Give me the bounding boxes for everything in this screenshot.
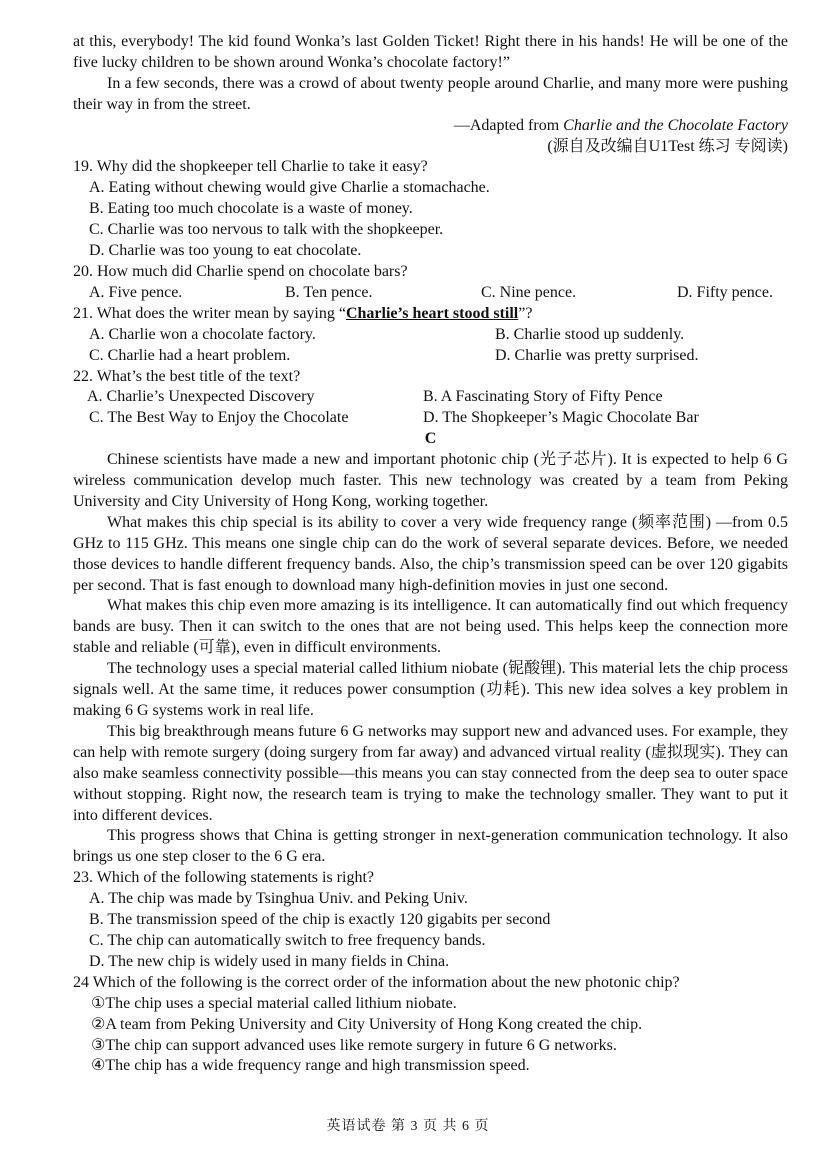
answer-option: D. Fifty pence.: [677, 283, 773, 301]
answer-option: C. Charlie was too nervous to talk with the shopkeeper.: [89, 221, 444, 239]
passage-b-paragraph: at this, everybody! The kid found Wonka’s last Golden Ticket! Right there in his hands! He will be one of the five lucky children to be shown around Wonka’s chocolate factory!”: [73, 33, 788, 71]
answer-option: C. Charlie had a heart problem.: [89, 346, 291, 364]
answer-option: C. The chip can automatically switch to free frequency bands.: [89, 931, 486, 949]
answer-option: B. Ten pence.: [285, 283, 373, 301]
question-stem-text: 21. What does the writer mean by saying “: [73, 304, 346, 322]
answer-option: A. The chip was made by Tsinghua Univ. and Peking Univ.: [89, 890, 468, 908]
passage-b-paragraph: In a few seconds, there was a crowd of about twenty people around Charlie, and many more were pushing their way in from the street.: [73, 74, 788, 113]
answer-option: A. Five pence.: [89, 283, 183, 301]
answer-option: B. Eating too much chocolate is a waste of money.: [89, 200, 413, 218]
section-label: C: [424, 430, 437, 448]
option-row: [73, 408, 788, 429]
answer-option: B. A Fascinating Story of Fifty Pence: [423, 388, 663, 406]
answer-option: B. The transmission speed of the chip is exactly 120 gigabits per second: [89, 911, 551, 929]
info-item: ②A team from Peking University and City University of Hong Kong created the chip.: [91, 1015, 643, 1033]
passage-c-paragraph: Chinese scientists have made a new and important photonic chip (光子芯片). It is expected to help 6 G wireless communication develop much faster. This new technology was created by a team from Peking University and City University of Hong Kong, working together.: [73, 451, 788, 510]
answer-option: B. Charlie stood up suddenly.: [495, 325, 685, 343]
answer-option: D. The Shopkeeper’s Magic Chocolate Bar: [423, 409, 699, 427]
passage-c-paragraph: The technology uses a special material called lithium niobate (铌酸锂). This material lets the chip process signals well. At the same time, it reduces power consumption (功耗). This new idea solves a key problem in making 6 G systems work in real life.: [73, 660, 788, 719]
option-row: [73, 387, 788, 408]
answer-option: C. Nine pence.: [481, 283, 577, 301]
option-row: [73, 346, 788, 367]
answer-option: D. Charlie was pretty surprised.: [495, 346, 699, 364]
passage-c-paragraph: What makes this chip special is its ability to cover a very wide frequency range (频率范围) —from 0.5 GHz to 115 GHz. This means one single chip can do the work of several separate devices. Before, we needed those devices to handle different frequency bands. Also, the chip’s transmission speed can be over 120 gigabits per second. That is fast enough to download many high-definition movies in just one second.: [73, 513, 788, 594]
passage-c-paragraph: What makes this chip even more amazing is its intelligence. It can automatically find out which frequency bands are busy. Then it can switch to the ones that are not being used. This helps keep the connection more stable and reliable (可靠), even in difficult environments.: [73, 597, 788, 657]
quoted-phrase: Charlie’s heart stood still: [345, 304, 519, 322]
passage-c-paragraph: This big breakthrough means future 6 G networks may support new and advanced uses. For example, they can help with remote surgery (doing surgery from far away) and advanced virtual reality (虚拟现实). They can also make seamless connectivity possible—this means you can stay connected from the deep sea to outer space without stopping. Right now, the research team is trying to make the technology smaller. They want to put it into different devices.: [73, 722, 788, 824]
question-stem: 22. What’s the best title of the text?: [73, 367, 301, 385]
option-row: [73, 283, 788, 304]
question-stem-text: ”?: [518, 304, 533, 322]
answer-option: D. Charlie was too young to eat chocolate.: [89, 242, 362, 260]
question-stem: 19. Why did the shopkeeper tell Charlie to take it easy?: [73, 158, 428, 176]
info-item: ④The chip has a wide frequency range and high transmission speed.: [91, 1057, 530, 1075]
answer-option: D. The new chip is widely used in many fields in China.: [89, 952, 450, 970]
answer-option: A. Eating without chewing would give Charlie a stomachache.: [89, 179, 490, 197]
info-item: ③The chip can support advanced uses like remote surgery in future 6 G networks.: [91, 1036, 617, 1054]
question-stem: 20. How much did Charlie spend on chocolate bars?: [73, 262, 408, 280]
source-prefix: —Adapted from: [453, 116, 564, 134]
source-title: Charlie and the Chocolate Factory: [563, 116, 788, 134]
question-stem: 23. Which of the following statements is right?: [73, 869, 374, 887]
question-stem: [73, 304, 788, 325]
question-stem: 24 Which of the following is the correct order of the information about the new photonic chip?: [73, 973, 680, 991]
source-line: [73, 116, 788, 137]
option-row: [73, 325, 788, 346]
answer-option: A. Charlie won a chocolate factory.: [89, 325, 316, 343]
page-footer: 英语试卷 第 3 页 共 6 页: [326, 1119, 490, 1134]
answer-option: C. The Best Way to Enjoy the Chocolate: [89, 409, 349, 427]
info-item: ①The chip uses a special material called lithium niobate.: [91, 994, 457, 1012]
answer-option: A. Charlie’s Unexpected Discovery: [87, 388, 315, 406]
source-note: (源自及改编自U1Test 练习 专阅读): [547, 137, 788, 155]
exam-page: [73, 32, 788, 1077]
passage-c-paragraph: This progress shows that China is getting stronger in next-generation communication technology. It also brings us one step closer to the 6 G era.: [73, 827, 788, 866]
